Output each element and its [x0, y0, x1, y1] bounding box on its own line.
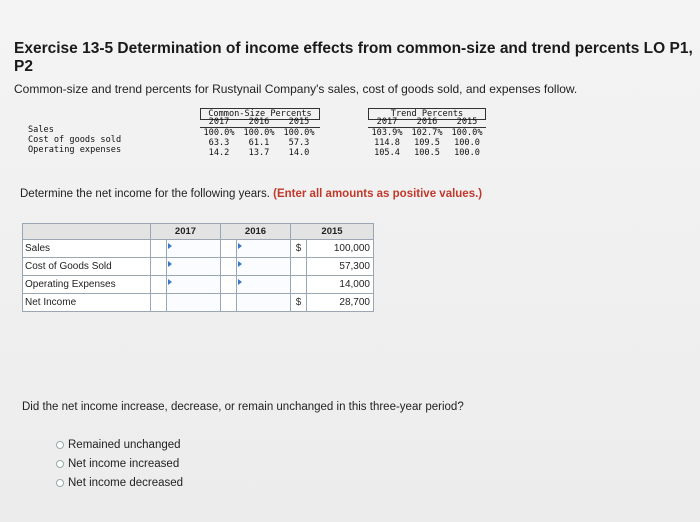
cs-cell: 100.0%: [283, 128, 315, 138]
option-label: Net income increased: [68, 457, 180, 470]
common-size-header: Common-Size Percents: [200, 108, 320, 120]
row-label: Operating Expenses: [23, 276, 151, 294]
trend-header: Trend Percents: [368, 108, 486, 120]
sales-2016-input[interactable]: [237, 240, 291, 258]
net-income-answer-table: [22, 223, 374, 312]
header-blank: [23, 224, 151, 240]
input-marker-icon: [168, 279, 172, 285]
input-marker-icon: [238, 243, 242, 249]
answer-header-row: [23, 224, 374, 240]
input-marker-icon: [168, 243, 172, 249]
row-label: Net Income: [23, 294, 151, 312]
option-label: Net income decreased: [68, 476, 184, 489]
given-data-table: [28, 108, 498, 166]
radio-button[interactable]: [56, 441, 64, 449]
option-net-income-increased[interactable]: [56, 454, 183, 473]
net-income-2017-input[interactable]: [167, 294, 221, 312]
header-year-2016: 2016: [221, 224, 291, 240]
tr-cell: 100.5: [414, 148, 440, 158]
net-income-2015-value: 28,700: [307, 294, 374, 312]
option-remained-unchanged[interactable]: [56, 435, 183, 454]
tr-year: 2017: [376, 117, 398, 127]
cs-year: 2015: [288, 117, 310, 127]
sales-2015-value: 100,000: [307, 240, 374, 258]
instruction-text: Determine the net income for the following years.: [20, 188, 270, 200]
currency-symbol: $: [291, 294, 307, 312]
currency-symbol: $: [291, 240, 307, 258]
common-size-values: [200, 129, 320, 159]
cs-cell: 57.3: [288, 138, 310, 148]
option-net-income-decreased[interactable]: [56, 473, 183, 492]
answer-row-opex: [23, 276, 374, 294]
tr-cell: 103.9%: [371, 128, 403, 138]
tr-year: 2015: [456, 117, 478, 127]
radio-button[interactable]: [56, 479, 64, 487]
header-year-2017: 2017: [151, 224, 221, 240]
given-label-opex: Operating expenses: [28, 145, 122, 155]
cs-cell: 100.0%: [243, 128, 275, 138]
tr-cell: 102.7%: [411, 128, 443, 138]
input-marker-icon: [238, 279, 242, 285]
common-size-years: [200, 118, 320, 128]
cs-cell: 13.7: [248, 148, 270, 158]
tr-cell: 105.4: [374, 148, 400, 158]
cs-year: 2016: [248, 117, 270, 127]
input-marker-icon: [168, 261, 172, 267]
radio-button[interactable]: [56, 460, 64, 468]
trend-question: Did the net income increase, decrease, or remain unchanged in this three-year period?: [22, 401, 464, 413]
tr-cell: 109.5: [414, 138, 440, 148]
currency-symbol: [291, 258, 307, 276]
row-label: Sales: [23, 240, 151, 258]
given-row-labels: [28, 126, 121, 156]
tr-cell: 100.0: [454, 138, 480, 148]
cs-cell: 63.3: [208, 138, 230, 148]
answer-options: [56, 435, 183, 492]
cogs-2016-input[interactable]: [237, 258, 291, 276]
row-label: Cost of Goods Sold: [23, 258, 151, 276]
net-income-2016-input[interactable]: [237, 294, 291, 312]
tr-year: 2016: [416, 117, 438, 127]
instruction: [20, 188, 660, 200]
given-label-sales: Sales: [28, 125, 54, 135]
exercise-title: Exercise 13-5 Determination of income effects from common-size and trend percents LO P1, P2: [14, 40, 693, 75]
cs-cell: 14.2: [208, 148, 230, 158]
opex-2016-input[interactable]: [237, 276, 291, 294]
tr-cell: 100.0: [454, 148, 480, 158]
option-label: Remained unchanged: [68, 438, 181, 451]
opex-2017-input[interactable]: [167, 276, 221, 294]
exercise-intro: Common-size and trend percents for Rustynail Company's sales, cost of goods sold, and expenses follow.: [14, 82, 578, 96]
cs-row: [200, 149, 320, 159]
given-label-cogs: Cost of goods sold: [28, 135, 122, 145]
trend-years: [368, 118, 486, 128]
cogs-2015-value: 57,300: [307, 258, 374, 276]
cs-year: 2017: [208, 117, 230, 127]
cs-cell: 14.0: [288, 148, 310, 158]
sales-2017-input[interactable]: [167, 240, 221, 258]
currency-symbol: [291, 276, 307, 294]
opex-2015-value: 14,000: [307, 276, 374, 294]
answer-row-net-income: [23, 294, 374, 312]
answer-row-cogs: [23, 258, 374, 276]
answer-row-sales: [23, 240, 374, 258]
tr-cell: 114.8: [374, 138, 400, 148]
input-marker-icon: [238, 261, 242, 267]
cogs-2017-input[interactable]: [167, 258, 221, 276]
trend-values: [368, 129, 486, 159]
header-year-2015: 2015: [291, 224, 374, 240]
tr-row: [368, 149, 486, 159]
cs-cell: 100.0%: [203, 128, 235, 138]
tr-cell: 100.0%: [451, 128, 483, 138]
cs-cell: 61.1: [248, 138, 270, 148]
instruction-emphasis: (Enter all amounts as positive values.): [273, 188, 483, 200]
